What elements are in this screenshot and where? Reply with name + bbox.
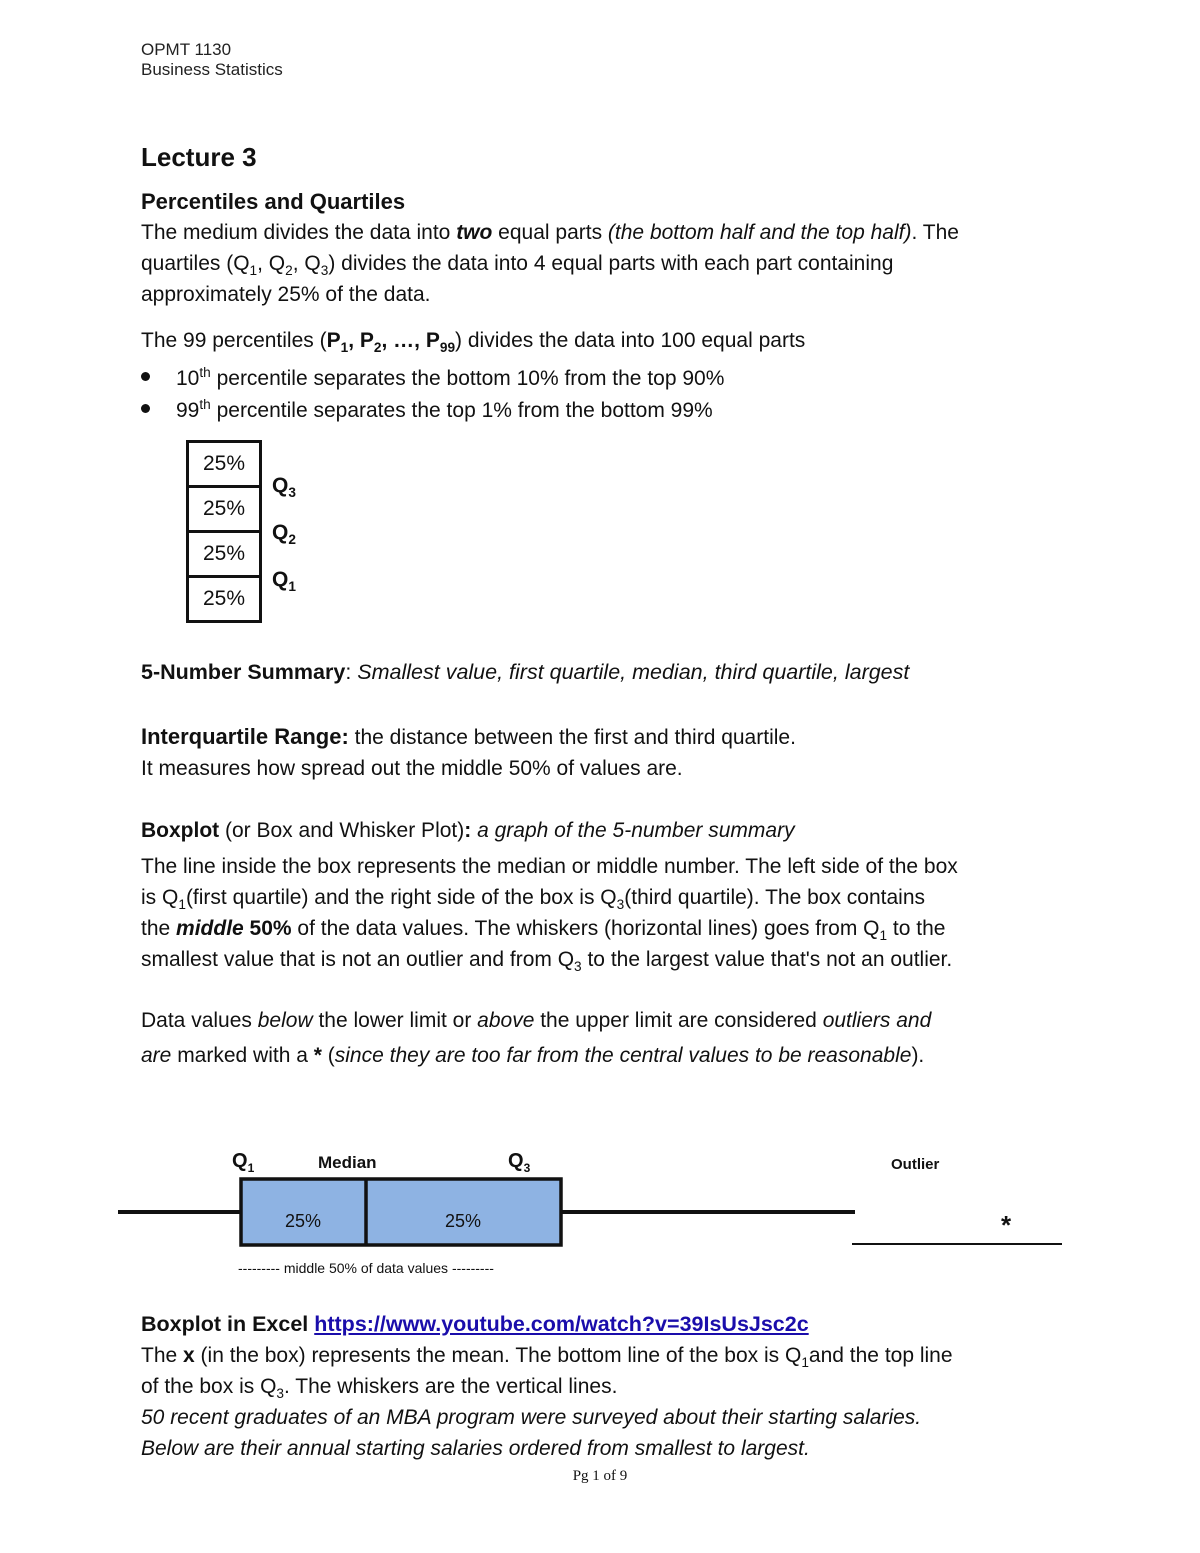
five-number-summary <box>141 657 1081 688</box>
text-italic: a graph of the 5-number summary <box>471 819 795 842</box>
quartile-label-q1: $Q_1$ <box>272 568 296 595</box>
star-symbol: * <box>313 1044 322 1067</box>
right-box-percent: 25% <box>444 1211 482 1231</box>
quartile-box: 25% <box>186 485 262 533</box>
boxplot-median-label: Median <box>318 1153 377 1172</box>
boxplot-label: Boxplot <box>141 819 220 842</box>
text: the lower limit or <box>312 1009 478 1032</box>
text: the distance between the first and third quartile. <box>348 726 796 749</box>
outlier-description <box>141 1003 1081 1073</box>
text: (third quartile). The box contains <box>624 886 926 909</box>
text: ) divides the data into 4 equal parts with each part containing <box>328 252 894 275</box>
text: 99 <box>176 399 200 422</box>
text: th <box>199 397 211 412</box>
course-code: OPMT 1130 <box>141 40 232 59</box>
text-italic: outliers and <box>822 1009 932 1032</box>
quartile-box: 25% <box>186 440 262 488</box>
text: of the box is Q <box>141 1375 277 1398</box>
text: marked with a <box>171 1044 314 1067</box>
outlier-star: * <box>1000 1210 1012 1240</box>
excel-heading <box>141 1309 1081 1340</box>
text: approximately 25% of the data. <box>141 283 431 306</box>
bullet-item <box>141 395 713 426</box>
boxplot-outlier-label: Outlier <box>891 1156 940 1173</box>
text: smallest value that is not an outlier and from Q <box>141 948 575 971</box>
text: the <box>141 917 177 940</box>
boxplot-diagram <box>0 1140 1200 1290</box>
left-box-percent: 25% <box>284 1211 322 1231</box>
text: 10 <box>176 367 200 390</box>
bullet-item <box>141 363 724 394</box>
quartile-label-q3: $Q_3$ <box>272 474 296 501</box>
text: percentile separates the top 1% from the bottom 99% <box>210 399 713 422</box>
text-italic: above <box>477 1009 535 1032</box>
text-italic: 50 recent graduates of an MBA program were surveyed about their starting salaries. <box>141 1406 922 1429</box>
middle-50-caption: --------- middle 50% of data values --------- <box>238 1260 494 1276</box>
text: th <box>199 365 211 380</box>
emphasis-x: x <box>183 1344 195 1367</box>
text: , Q <box>292 252 321 275</box>
text: : <box>345 660 358 684</box>
text: . The whiskers are the vertical lines. <box>284 1375 618 1398</box>
text: ( <box>321 1044 335 1067</box>
emphasis-50: 50% <box>243 917 292 940</box>
text: to the <box>887 917 946 940</box>
text: It measures how spread out the middle 50% of values are. <box>141 757 683 780</box>
text: equal parts <box>492 221 608 244</box>
iqr-label: Interquartile Range: <box>141 724 349 749</box>
text: (or Box and Whisker Plot) <box>219 819 465 842</box>
percentiles-paragraph: The 99 percentiles ($P_1$, $P_2$, …, $P_{99}$) divides the data into 100 equal parts <box>141 329 806 356</box>
text: is Q <box>141 886 179 909</box>
emphasis-middle: middle <box>176 917 244 940</box>
iqr-paragraph <box>141 721 1081 784</box>
bullet-dot-icon <box>141 404 150 413</box>
text: The medium divides the data into <box>141 221 457 244</box>
excel-label: Boxplot in Excel <box>141 1312 315 1336</box>
quartile-box: 25% <box>186 530 262 578</box>
text: ). <box>911 1044 925 1067</box>
emphasis-two: two <box>456 221 493 244</box>
text-italic: below <box>257 1009 313 1032</box>
quartile-label-q2: $Q_2$ <box>272 521 296 548</box>
text-italic: since they are too far from the central values to be reasonable <box>334 1044 912 1067</box>
page-number: Pg 1 of 9 <box>572 1468 628 1484</box>
excel-description: The x (in the box) represents the mean. The bottom line of the box is $Q_1and$ the top line of the box is $Q_3$. The whiskers are the vertical lines. 50 recent graduates of an MBA program were surveyed about their starting salaries. Below are their annual starting salaries ordered from smallest to largest. <box>141 1344 953 1460</box>
text: to the largest value that's not an outlier. <box>581 948 953 971</box>
lecture-title: Lecture 3 <box>141 142 257 172</box>
text-italic: (the bottom half and the top half) <box>607 221 912 244</box>
text: quartiles (Q <box>141 252 250 275</box>
text: : <box>464 819 472 842</box>
text: Data values <box>141 1009 258 1032</box>
boxplot-q1-label: $Q_1$ <box>232 1150 255 1175</box>
boxplot-description: The line inside the box represents the median or middle number. The left side of the box is $Q_1(first$ quartile) and the right side of the box is $Q_3(third$ quartile). The box contains the middle 50% of the data values. The whiskers (horizontal lines) goes from $Q_1$ to the smallest value that is not an outlier and from $Q_3$ to the largest value that's not an outlier. <box>141 855 958 975</box>
text: , Q <box>257 252 286 275</box>
text-italic: Below are their annual starting salaries ordered from smallest to largest. <box>141 1437 810 1460</box>
text: and the top line <box>808 1344 953 1367</box>
text: The <box>141 1344 184 1367</box>
text: ) divides the data into 100 equal parts <box>455 329 806 352</box>
course-name: Business Statistics <box>141 60 283 79</box>
boxplot-heading <box>141 815 1081 846</box>
quartiles-paragraph: The medium divides the data into two equal parts (the bottom half and the top half). The quartiles ($Q_1$, $Q_2$, $Q_3$) divides the data into 4 equal parts with each part containing approximately 25% of the data. <box>141 221 959 306</box>
five-number-label: 5-Number Summary <box>141 660 346 684</box>
text: The line inside the box represents the median or middle number. The left side of the box <box>141 855 958 878</box>
text-italic: are <box>141 1044 172 1067</box>
section-title-percentiles: Percentiles and Quartiles <box>141 189 406 214</box>
boxplot-q3-label: $Q_3$ <box>508 1150 531 1175</box>
youtube-link[interactable]: https://www.youtube.com/watch?v=39IsUsJsc2c <box>314 1312 809 1336</box>
text: . The <box>911 221 959 244</box>
text-italic: Smallest value, first quartile, median, third quartile, largest <box>357 660 910 684</box>
text: of the data values. The whiskers (horizontal lines) goes from Q <box>291 917 880 940</box>
quartile-box: 25% <box>186 575 262 623</box>
text: (first quartile) and the right side of the box is Q <box>185 886 617 909</box>
text: the upper limit are considered <box>534 1009 823 1032</box>
bullet-dot-icon <box>141 372 150 381</box>
text: The 99 percentiles ( <box>141 329 327 352</box>
text: (in the box) represents the mean. The bottom line of the box is Q <box>194 1344 802 1367</box>
text: percentile separates the bottom 10% from the top 90% <box>210 367 725 390</box>
